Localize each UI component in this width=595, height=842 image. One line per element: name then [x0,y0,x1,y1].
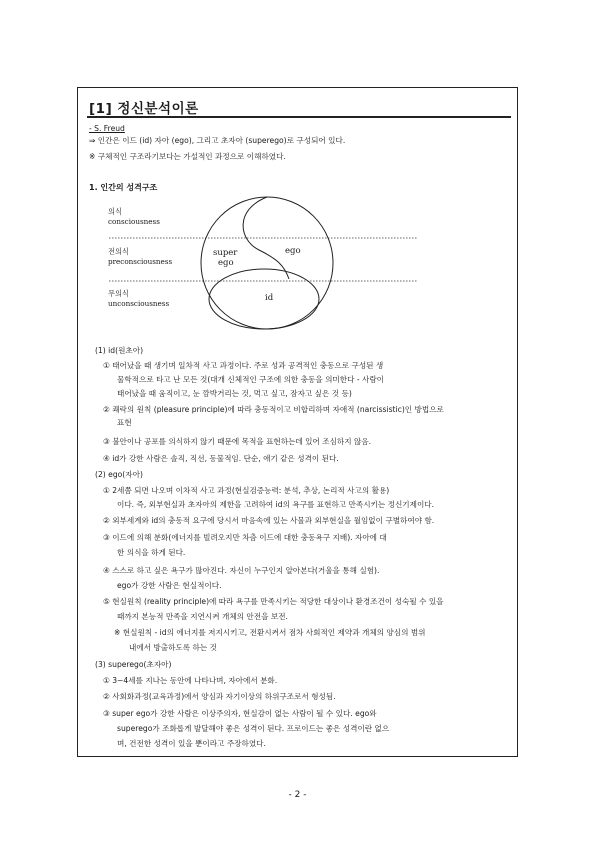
level-unconscious-en: unconsciousness [108,299,170,308]
title-divider [87,116,511,118]
level-preconscious-en: preconsciousness [108,257,173,266]
ego-item-5: ⑤ 현실원칙 (reality principle)에 따라 욕구를 만족시키는 적당한 대상이나 환경조건이 성숙될 수 있을 [103,597,444,606]
id-ellipse [209,269,319,329]
ego-item-3: ③ 이드에 의해 분화(에너지를 빌려오지만 차츰 이드에 대한 충동욕구 지배). 자아에 대 [103,533,387,542]
superego-item-3-cont2: 며, 건전한 성격이 있을 뿐이라고 주장하였다. [117,739,266,748]
id-item-2: ② 쾌락의 원칙 (pleasure principle)에 따라 충동적이고 비합리하며 자애적 (narcissistic)인 방법으로 [103,405,444,414]
diagram-label-id: id [265,293,274,303]
ego-item-1: ① 2세쯤 되면 나오며 이차적 사고 과정(현실검증능력: 분석, 추상, 논리적 사고의 활용) [103,486,390,495]
id-item-4: ④ id가 강한 사람은 솔직, 직선, 동물적임. 단순, 애기 같은 성격이 된다. [103,454,339,463]
ego-item-3-cont: 한 의식을 하게 된다. [117,548,186,557]
level-conscious-ko: 의식 [108,207,122,216]
diagram-label-ego: ego [285,246,301,256]
id-item-1: ① 태어났을 때 생기며 일차적 사고 과정이다. 주로 성과 공격적인 충동으로 구성된 생 [103,361,384,370]
diagram-label-super: super [213,248,238,258]
page-number: - 2 - [288,790,307,800]
ego-heading: (2) ego(자아) [95,470,143,479]
level-conscious-en: consciousness [108,217,160,226]
intro-line-1: ⇒ 인간은 이드 (id) 자아 (ego), 그리고 초자아 (superego)로 구성되어 있다. [89,136,346,145]
ego-item-4-cont: ego가 강한 사람은 현실적이다. [117,581,222,590]
id-item-1-cont: 물학적으로 타고 난 모든 것(대개 신체적인 구조에 의한 충동을 의미한다 - 사람이 [117,375,384,384]
ego-item-1-cont: 이다. 즉, 외부현실과 초자아의 제한을 고려하여 id의 욕구를 표현하고 만족시키는 정신기제이다. [117,500,435,509]
level-unconscious-ko: 무의식 [108,289,129,298]
id-item-1-cont2: 태어났을 때 움직이고, 눈 깜박거리는 것, 먹고 싶고, 잠자고 싶은 것 등) [117,389,352,398]
ego-note: ※ 현실원칙 - id의 에너지를 저지시키고, 전환시켜서 점차 사회적인 제약과 개체의 양심의 범위 [114,628,426,637]
level-preconscious-ko: 전의식 [108,247,129,256]
personality-structure-diagram [89,195,419,335]
ego-item-4: ④ 스스로 하고 싶은 욕구가 많아진다. 자신이 누구인지 알아본다(거울을 통해 실험). [103,566,380,575]
superego-item-3: ③ super ego가 강한 사람은 이상주의자, 현실감이 없는 사람이 될 수 있다. ego와 [103,709,377,718]
page-title: [1] 정신분석이론 [89,101,199,117]
superego-heading: (3) superego(초자아) [95,660,172,669]
diagram-label-superego-ego: ego [218,258,234,268]
author-line: - S. Freud [89,124,125,133]
id-item-2-cont: 표현 [117,418,132,427]
superego-item-1: ① 3~4세를 지나는 동안에 나타나며, 자아에서 분화. [103,676,278,685]
superego-item-3-cont: superego가 조화롭게 발달해야 좋은 성격이 된다. 프로이드는 좋은 성격이란 없으 [117,724,390,733]
superego-item-2: ② 사회화과정(교육과정)에서 양심과 자기이상의 하위구조로서 형성됨. [103,692,336,701]
id-heading: (1) id(원초아) [95,346,144,355]
ego-item-2: ② 외부세계와 id의 충동적 요구에 당시서 마음속에 있는 사물과 외부현실을 월임없이 구별하여야 함. [103,516,435,525]
section-heading-personality-structure: 1. 인간의 성격구조 [89,183,158,192]
intro-line-2: ※ 구체적인 구조라기보다는 가설적인 과정으로 이해하였다. [89,152,286,161]
ego-item-5-cont: 때까지 본능적 만족을 지연시켜 개체의 안전을 보전. [117,612,288,621]
id-item-3: ③ 불안이나 공포를 의식하지 않기 때문에 목적을 표현하는데 있어 조심하지 않음. [103,437,372,446]
ego-note-cont: 내에서 방출하도록 하는 것 [129,643,217,652]
